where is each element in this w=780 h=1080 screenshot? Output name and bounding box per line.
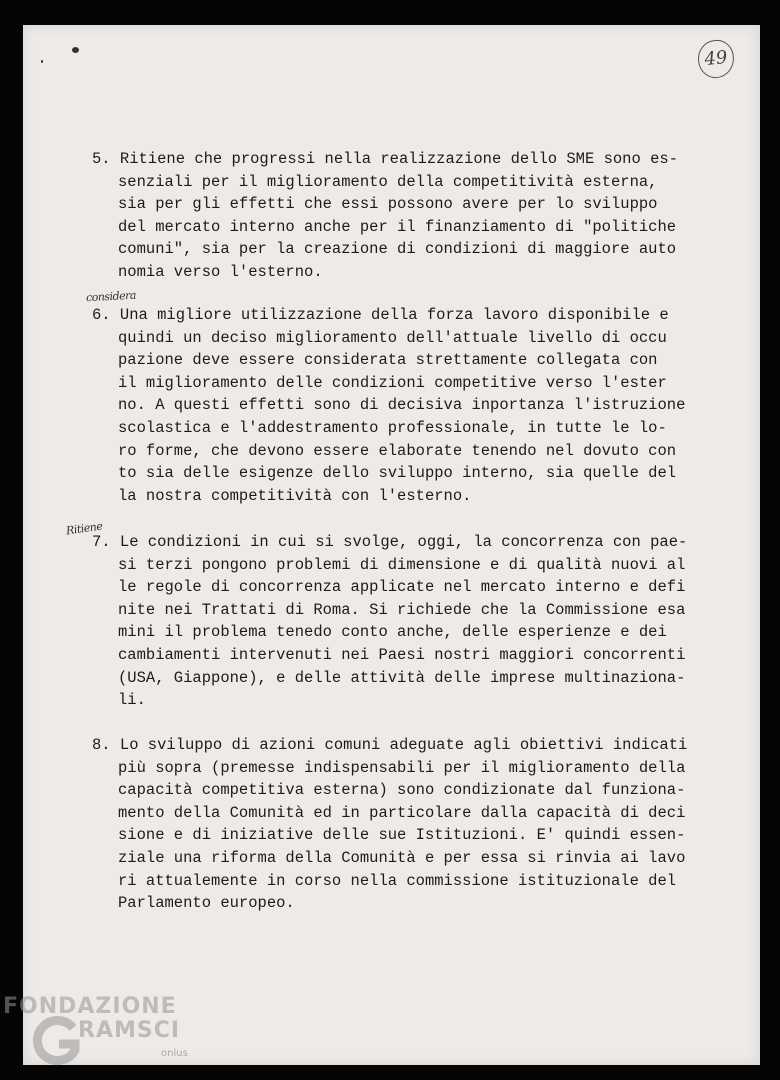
- paragraph-line: si terzi pongono problemi di dimensione e di qualità nuovi al: [118, 555, 686, 574]
- page-number: 49: [696, 38, 736, 80]
- handwritten-note-6: considera: [85, 288, 137, 305]
- paragraph-line: Parlamento europeo.: [118, 894, 295, 913]
- paragraph-line: cambiamenti intervenuti nei Paesi nostri maggiori concorrenti: [118, 645, 686, 664]
- paragraph-line: ziale una riforma della Comunità e per essa si rinvia ai lavo: [118, 848, 686, 867]
- paragraph-line: la nostra competitività con l'esterno.: [118, 486, 472, 505]
- paragraph-line: il miglioramento delle condizioni competitive verso l'ester: [118, 373, 667, 392]
- paragraph-line: sia per gli effetti che essi possono avere per lo sviluppo: [118, 195, 658, 214]
- handwritten-note-7: Ritiene: [65, 519, 104, 538]
- paragraph-line: (USA, Giappone), e delle attività delle imprese multinaziona-: [118, 668, 686, 687]
- ink-speck: [72, 47, 79, 53]
- paragraph-line: nomia verso l'esterno.: [118, 262, 323, 281]
- paragraph-line: capacità competitiva esterna) sono condizionate dal funziona-: [118, 781, 686, 800]
- paragraph-line: senziali per il miglioramento della competitività esterna,: [118, 172, 658, 191]
- watermark-onlus: onlus: [161, 1048, 188, 1059]
- paragraph-line: le regole di concorrenza applicate nel mercato interno e defi: [118, 578, 686, 597]
- paragraph-8: [92, 734, 687, 915]
- paragraph-line: ro forme, che devono essere elaborate tenendo nel dovuto con: [118, 441, 677, 460]
- paragraph-line: mento della Comunità ed in particolare dalla capacità di deci: [118, 803, 686, 822]
- paragraph-line: scolastica e l'addestramento professionale, in tutte le lo-: [118, 418, 667, 437]
- paragraph-line: 6. Una migliore utilizzazione della forza lavoro disponibile e: [92, 306, 669, 324]
- paragraph-line: mini il problema tenedo conto anche, delle esperienze e dei: [118, 623, 667, 642]
- paragraph-line: nite nei Trattati di Roma. Si richiede che la Commissione esa: [118, 600, 686, 619]
- watermark-g-logo-icon: [33, 1014, 81, 1070]
- paragraph-line: comuni", sia per la creazione di condizioni di maggiore auto: [118, 240, 677, 259]
- paragraph-6: [92, 304, 685, 507]
- paragraph-line: to sia delle esigenze dello sviluppo interno, sia quelle del: [118, 464, 677, 483]
- paragraph-line: 5. Ritiene che progressi nella realizzazione dello SME sono es-: [92, 150, 678, 168]
- paragraph-line: ri attualemente in corso nella commissione istituzionale del: [118, 871, 677, 890]
- paragraph-line: 8. Lo sviluppo di azioni comuni adeguate agli obiettivi indicati: [92, 736, 688, 754]
- fondazione-gramsci-watermark: [3, 994, 203, 1074]
- paragraph-line: no. A questi effetti sono di decisiva inportanza l'istruzione: [118, 396, 686, 415]
- paragraph-line: 7. Le condizioni in cui si svolge, oggi, la concorrenza con pae-: [92, 533, 688, 551]
- paragraph-5: [92, 148, 678, 284]
- watermark-title: FONDAZIONE: [3, 994, 177, 1019]
- watermark-subtitle: RAMSCI: [78, 1018, 181, 1043]
- paragraph-line: del mercato interno anche per il finanziamento di "politiche: [118, 217, 677, 236]
- paragraph-7: [92, 531, 687, 712]
- ink-speck: [41, 60, 43, 63]
- paragraph-line: più sopra (premesse indispensabili per il miglioramento della: [118, 758, 686, 777]
- paragraph-line: quindi un deciso miglioramento dell'attuale livello di occu: [118, 328, 667, 347]
- paragraph-line: sione e di iniziative delle sue Istituzioni. E' quindi essen-: [118, 826, 686, 845]
- paragraph-line: li.: [118, 691, 146, 710]
- paragraph-line: pazione deve essere considerata strettamente collegata con: [118, 351, 658, 370]
